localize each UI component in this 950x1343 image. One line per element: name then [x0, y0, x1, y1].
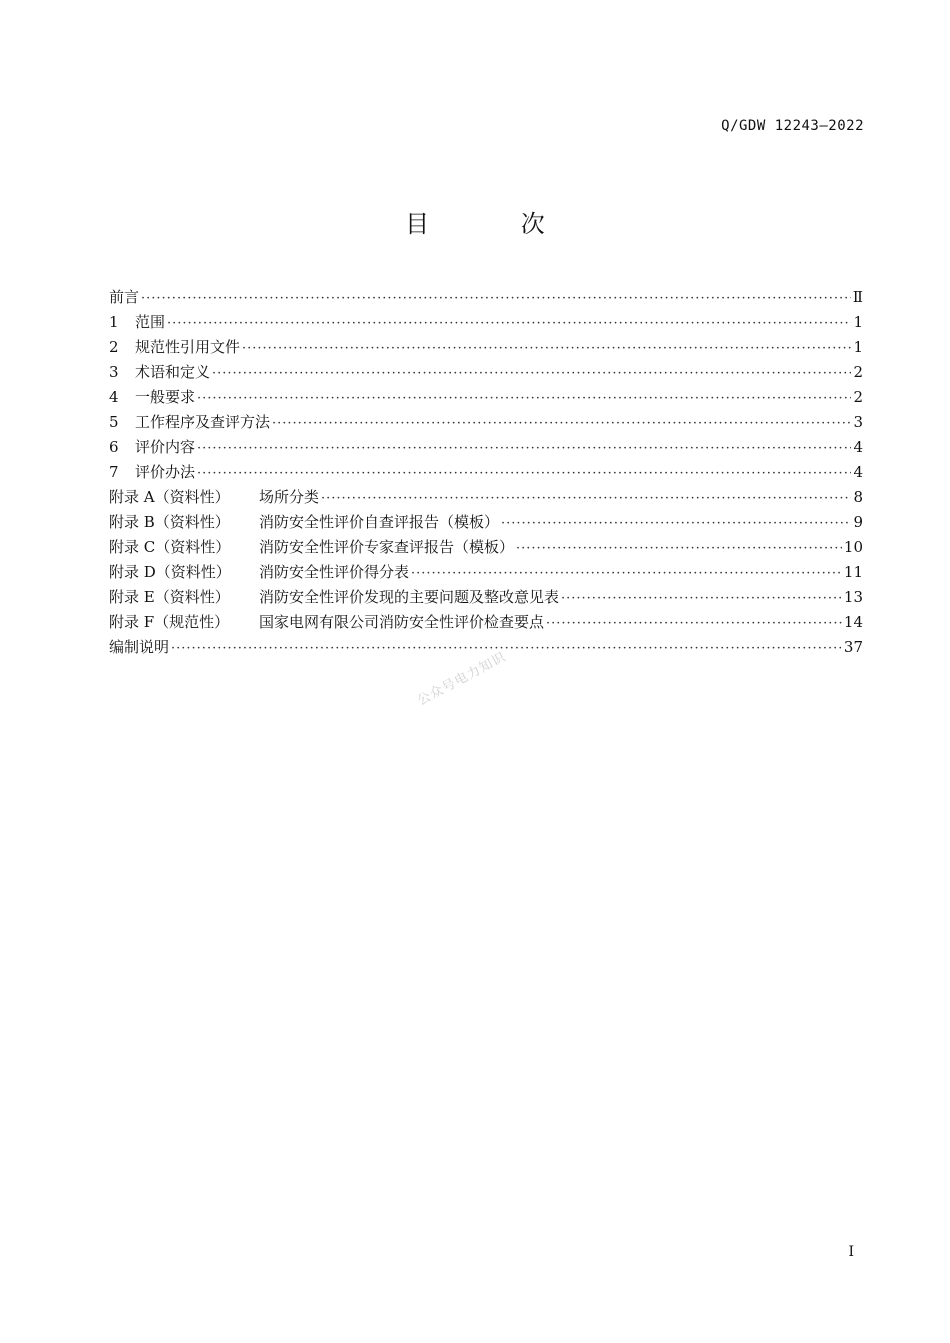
- toc-entry-appendix-prefix: 附录 F（规范性）: [109, 613, 230, 631]
- toc-entry-page: 2: [853, 388, 863, 406]
- toc-entry-label: 工作程序及查评方法: [135, 413, 271, 431]
- toc-entry-number: 4: [109, 388, 119, 406]
- toc-entry-appendix-prefix: 附录 A（资料性）: [109, 488, 230, 506]
- toc-entry-label: 消防安全性评价得分表: [259, 563, 410, 581]
- toc-entry-label: 消防安全性评价自查评报告（模板）: [259, 513, 500, 531]
- toc-entry-page: 1: [853, 338, 863, 356]
- toc-title: 目 次: [405, 210, 587, 238]
- toc-leader-dots: [321, 491, 851, 506]
- toc-entry-page: 11: [843, 563, 863, 581]
- toc-leader-dots: [546, 616, 842, 631]
- toc-leader-dots: [197, 466, 851, 481]
- toc-entry[interactable]: [109, 586, 863, 611]
- toc-entry-page: 1: [853, 313, 863, 331]
- toc-entry-label: 评价内容: [135, 438, 196, 456]
- toc-leader-dots: [171, 641, 842, 656]
- toc-entry-page: 8: [853, 488, 863, 506]
- toc-entry-page: 4: [853, 463, 863, 481]
- toc-entry[interactable]: [109, 511, 863, 536]
- toc-leader-dots: [272, 416, 851, 431]
- toc-leader-dots: [411, 566, 842, 581]
- toc-entry-page: 9: [853, 513, 863, 531]
- toc-entry[interactable]: [109, 286, 863, 311]
- toc-entry-label: 场所分类: [259, 488, 320, 506]
- toc-entry-label: 评价办法: [135, 463, 196, 481]
- toc-entry[interactable]: [109, 536, 863, 561]
- toc-entry-label: 范围: [135, 313, 166, 331]
- toc-entry-appendix-prefix: 附录 B（资料性）: [109, 513, 230, 531]
- toc-entry-appendix-prefix: 附录 D（资料性）: [109, 563, 231, 581]
- toc-entry-label: 规范性引用文件: [135, 338, 241, 356]
- toc-entry[interactable]: [109, 561, 863, 586]
- toc-leader-dots: [242, 341, 851, 356]
- toc-entry-label: 一般要求: [135, 388, 196, 406]
- toc-entry-appendix-prefix: 附录 C（资料性）: [109, 538, 231, 556]
- toc-entry-label: 国家电网有限公司消防安全性评价检查要点: [259, 613, 545, 631]
- toc-entry-label: 消防安全性评价专家查评报告（模板）: [259, 538, 515, 556]
- toc-entry-number: 6: [109, 438, 119, 456]
- toc-leader-dots: [501, 516, 851, 531]
- toc-entry-number: 5: [109, 413, 119, 431]
- toc-entry[interactable]: [109, 486, 863, 511]
- toc-entry[interactable]: [109, 386, 863, 411]
- document-code: Q/GDW 12243—2022: [721, 118, 864, 134]
- toc-entry-number: 2: [109, 338, 119, 356]
- toc-entry-page: 10: [843, 538, 863, 556]
- page-number: I: [848, 1244, 854, 1260]
- toc-entry-page: 13: [843, 588, 863, 606]
- toc-entry-page: 37: [843, 638, 863, 656]
- toc-entry[interactable]: [109, 311, 863, 336]
- toc-entry-appendix-prefix: 附录 E（资料性）: [109, 588, 230, 606]
- toc-entry-page: 3: [853, 413, 863, 431]
- toc-entry-page: 14: [843, 613, 863, 631]
- toc-entry-label: 前言: [109, 288, 140, 306]
- toc-entry[interactable]: [109, 461, 863, 486]
- toc-entry[interactable]: [109, 336, 863, 361]
- toc-entry-label: 编制说明: [109, 638, 170, 656]
- toc-entry-number: 7: [109, 463, 119, 481]
- toc-entry-page: 2: [853, 363, 863, 381]
- toc-entry[interactable]: [109, 361, 863, 386]
- toc-entry-label: 消防安全性评价发现的主要问题及整改意见表: [259, 588, 560, 606]
- toc-entry[interactable]: [109, 436, 863, 461]
- toc-leader-dots: [197, 441, 851, 456]
- toc-entry-page: 4: [853, 438, 863, 456]
- toc-entry[interactable]: [109, 611, 863, 636]
- watermark: 公众号电力知识: [415, 649, 509, 709]
- toc-leader-dots: [516, 541, 842, 556]
- toc-leader-dots: [212, 366, 851, 381]
- toc-entry[interactable]: [109, 411, 863, 436]
- toc-entry-label: 术语和定义: [135, 363, 211, 381]
- toc-leader-dots: [167, 316, 851, 331]
- toc-list: [109, 286, 863, 661]
- toc-leader-dots: [561, 591, 842, 606]
- toc-entry-number: 3: [109, 363, 119, 381]
- toc-leader-dots: [141, 291, 851, 306]
- toc-entry-number: 1: [109, 313, 119, 331]
- toc-leader-dots: [197, 391, 851, 406]
- toc-entry-page: Ⅱ: [852, 288, 863, 306]
